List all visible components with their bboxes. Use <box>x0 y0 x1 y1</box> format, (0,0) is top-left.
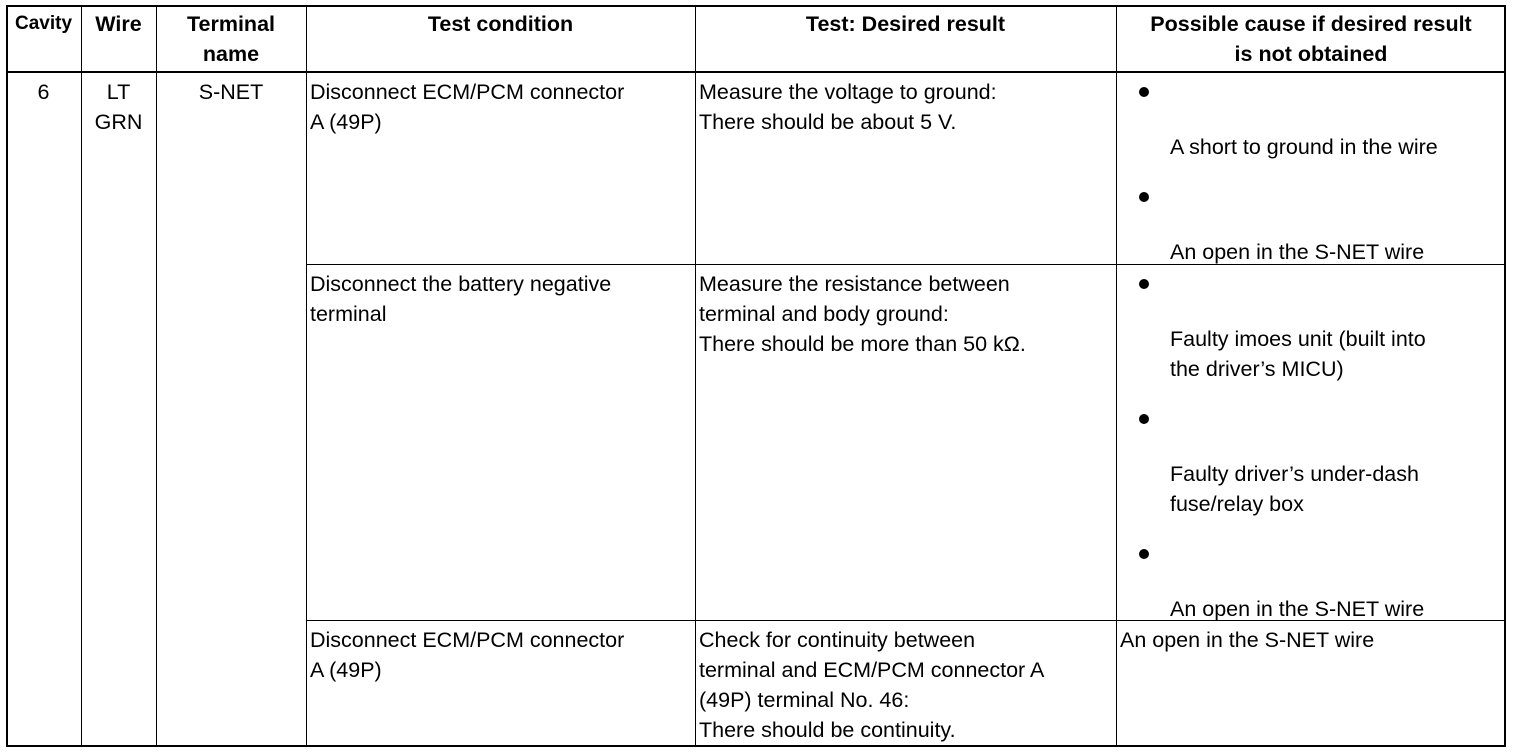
cause-2-1: Faulty imoes unit (built into the driver’s MICU) <box>1170 327 1426 381</box>
bullet-icon <box>1139 87 1149 97</box>
bullet-icon <box>1139 279 1149 289</box>
bullet-icon <box>1139 414 1149 424</box>
test-condition-1: Disconnect ECM/PCM connector A (49P) <box>310 80 625 134</box>
header-test-condition: Test condition <box>427 12 574 36</box>
desired-result-3: Check for continuity between terminal and ECM/PCM connector A (49P) terminal No. 46: There should be continuity. <box>699 628 1045 742</box>
cause-3: An open in the S-NET wire <box>1120 628 1375 652</box>
wire-value: LT GRN <box>94 80 143 134</box>
desired-result-1: Measure the voltage to ground: There should be about 5 V. <box>699 80 997 134</box>
header-cavity: Cavity <box>14 13 73 34</box>
header-wire: Wire <box>95 12 142 36</box>
desired-result-2: Measure the resistance between terminal and body ground: There should be more than 50 kΩ. <box>699 272 1026 356</box>
test-condition-3: Disconnect ECM/PCM connector A (49P) <box>310 628 625 682</box>
cause-2-2: Faulty driver’s under-dash fuse/relay box <box>1170 462 1419 516</box>
header-terminal-name: Terminal name <box>186 12 275 66</box>
header-desired-result: Test: Desired result <box>805 12 1006 36</box>
col-divider <box>1116 5 1117 747</box>
test-condition-2: Disconnect the battery negative terminal <box>310 272 612 326</box>
terminal-name-value: S-NET <box>198 80 264 104</box>
cause-2-3: An open in the S-NET wire <box>1170 597 1425 621</box>
col-divider <box>695 5 696 747</box>
cavity-value: 6 <box>37 80 50 104</box>
col-divider <box>156 5 157 747</box>
cause-1-1: A short to ground in the wire <box>1170 135 1438 159</box>
bullet-icon <box>1139 549 1149 559</box>
header-possible-cause: Possible cause if desired result is not obtained <box>1150 12 1472 66</box>
header-divider <box>6 71 1506 73</box>
bullet-icon <box>1139 192 1149 202</box>
col-divider <box>306 5 307 747</box>
cause-1-2: An open in the S-NET wire <box>1170 240 1425 264</box>
